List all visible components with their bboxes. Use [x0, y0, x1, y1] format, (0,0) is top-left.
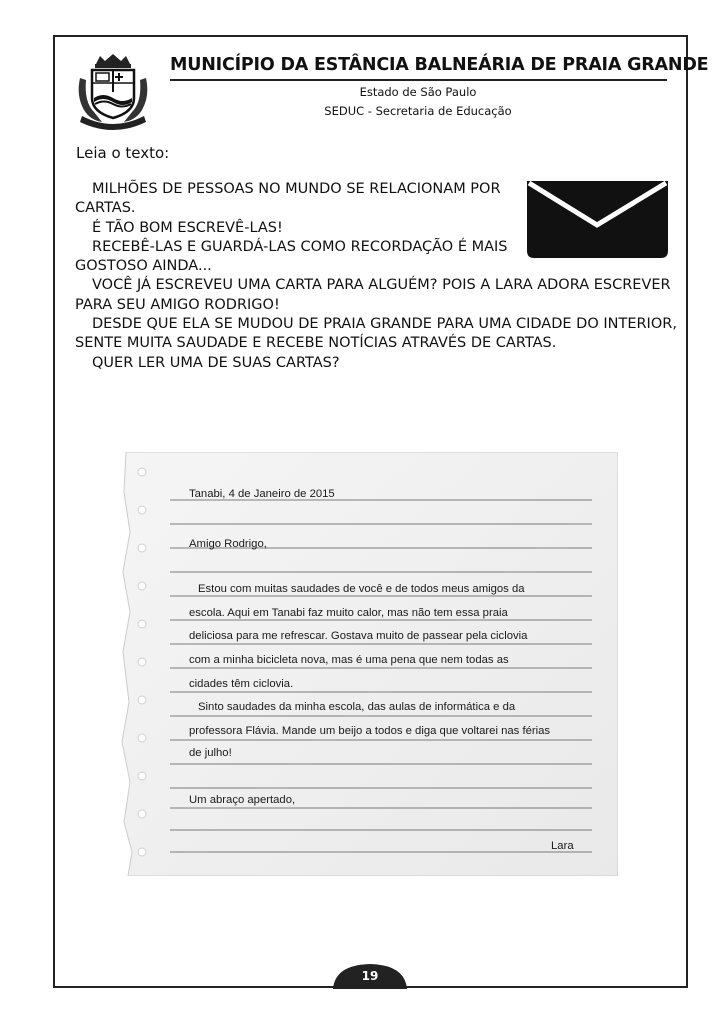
text-line: GOSTOSO AINDA...: [75, 258, 212, 275]
letter-line: cidades têm ciclovia.: [189, 678, 294, 690]
letter-line: com a minha bicicleta nova, mas é uma pena que nem todas as: [189, 654, 509, 666]
letter-line: escola. Aqui em Tanabi faz muito calor, mas não tem essa praia: [189, 607, 508, 619]
letter-line: Sinto saudades da minha escola, das aulas de informática e da: [198, 701, 516, 713]
text-line: SENTE MUITA SAUDADE E RECEBE NOTÍCIAS ATRAVÉS DE CARTAS.: [75, 335, 557, 352]
instruction-text: Leia o texto:: [76, 144, 170, 162]
letter-line: Estou com muitas saudades de você e de todos meus amigos da: [198, 583, 525, 595]
text-line: RECEBÊ-LAS E GUARDÁ-LAS COMO RECORDAÇÃO É MAIS: [92, 238, 508, 255]
text-line: PARA SEU AMIGO RODRIGO!: [75, 296, 280, 313]
text-line: CARTAS.: [75, 200, 136, 217]
text-line: MILHÕES DE PESSOAS NO MUNDO SE RELACIONAM POR: [92, 181, 501, 197]
letter-greeting: Amigo Rodrigo,: [189, 538, 267, 550]
department-label: SEDUC - Secretaria de Educação: [324, 104, 512, 118]
state-label: Estado de São Paulo: [359, 85, 477, 99]
page-number: 19: [361, 969, 379, 983]
text-line: DESDE QUE ELA SE MUDOU DE PRAIA GRANDE PARA UMA CIDADE DO INTERIOR,: [92, 316, 677, 333]
envelope-icon: [527, 181, 668, 258]
letter-line: de julho!: [189, 747, 232, 759]
letter-line: deliciosa para me refrescar. Gostava muito de passear pela ciclovia: [189, 630, 528, 642]
letter-date: Tanabi, 4 de Janeiro de 2015: [189, 488, 335, 500]
letter-closing: Um abraço apertado,: [189, 794, 296, 806]
municipal-crest-icon: [74, 52, 152, 130]
text-line: QUER LER UMA DE SUAS CARTAS?: [92, 354, 340, 371]
letter-signature: Lara: [551, 840, 574, 852]
text-line: VOCÊ JÁ ESCREVEU UMA CARTA PARA ALGUÉM? POIS A LARA ADORA ESCREVER: [92, 277, 671, 294]
municipality-title: MUNICÍPIO DA ESTÂNCIA BALNEÁRIA DE PRAIA GRANDE: [170, 55, 709, 75]
text-line: É TÃO BOM ESCREVÊ-LAS!: [92, 219, 283, 236]
letter-line: professora Flávia. Mande um beijo a todos e diga que voltarei nas férias: [189, 725, 551, 737]
header-divider: [170, 79, 667, 81]
